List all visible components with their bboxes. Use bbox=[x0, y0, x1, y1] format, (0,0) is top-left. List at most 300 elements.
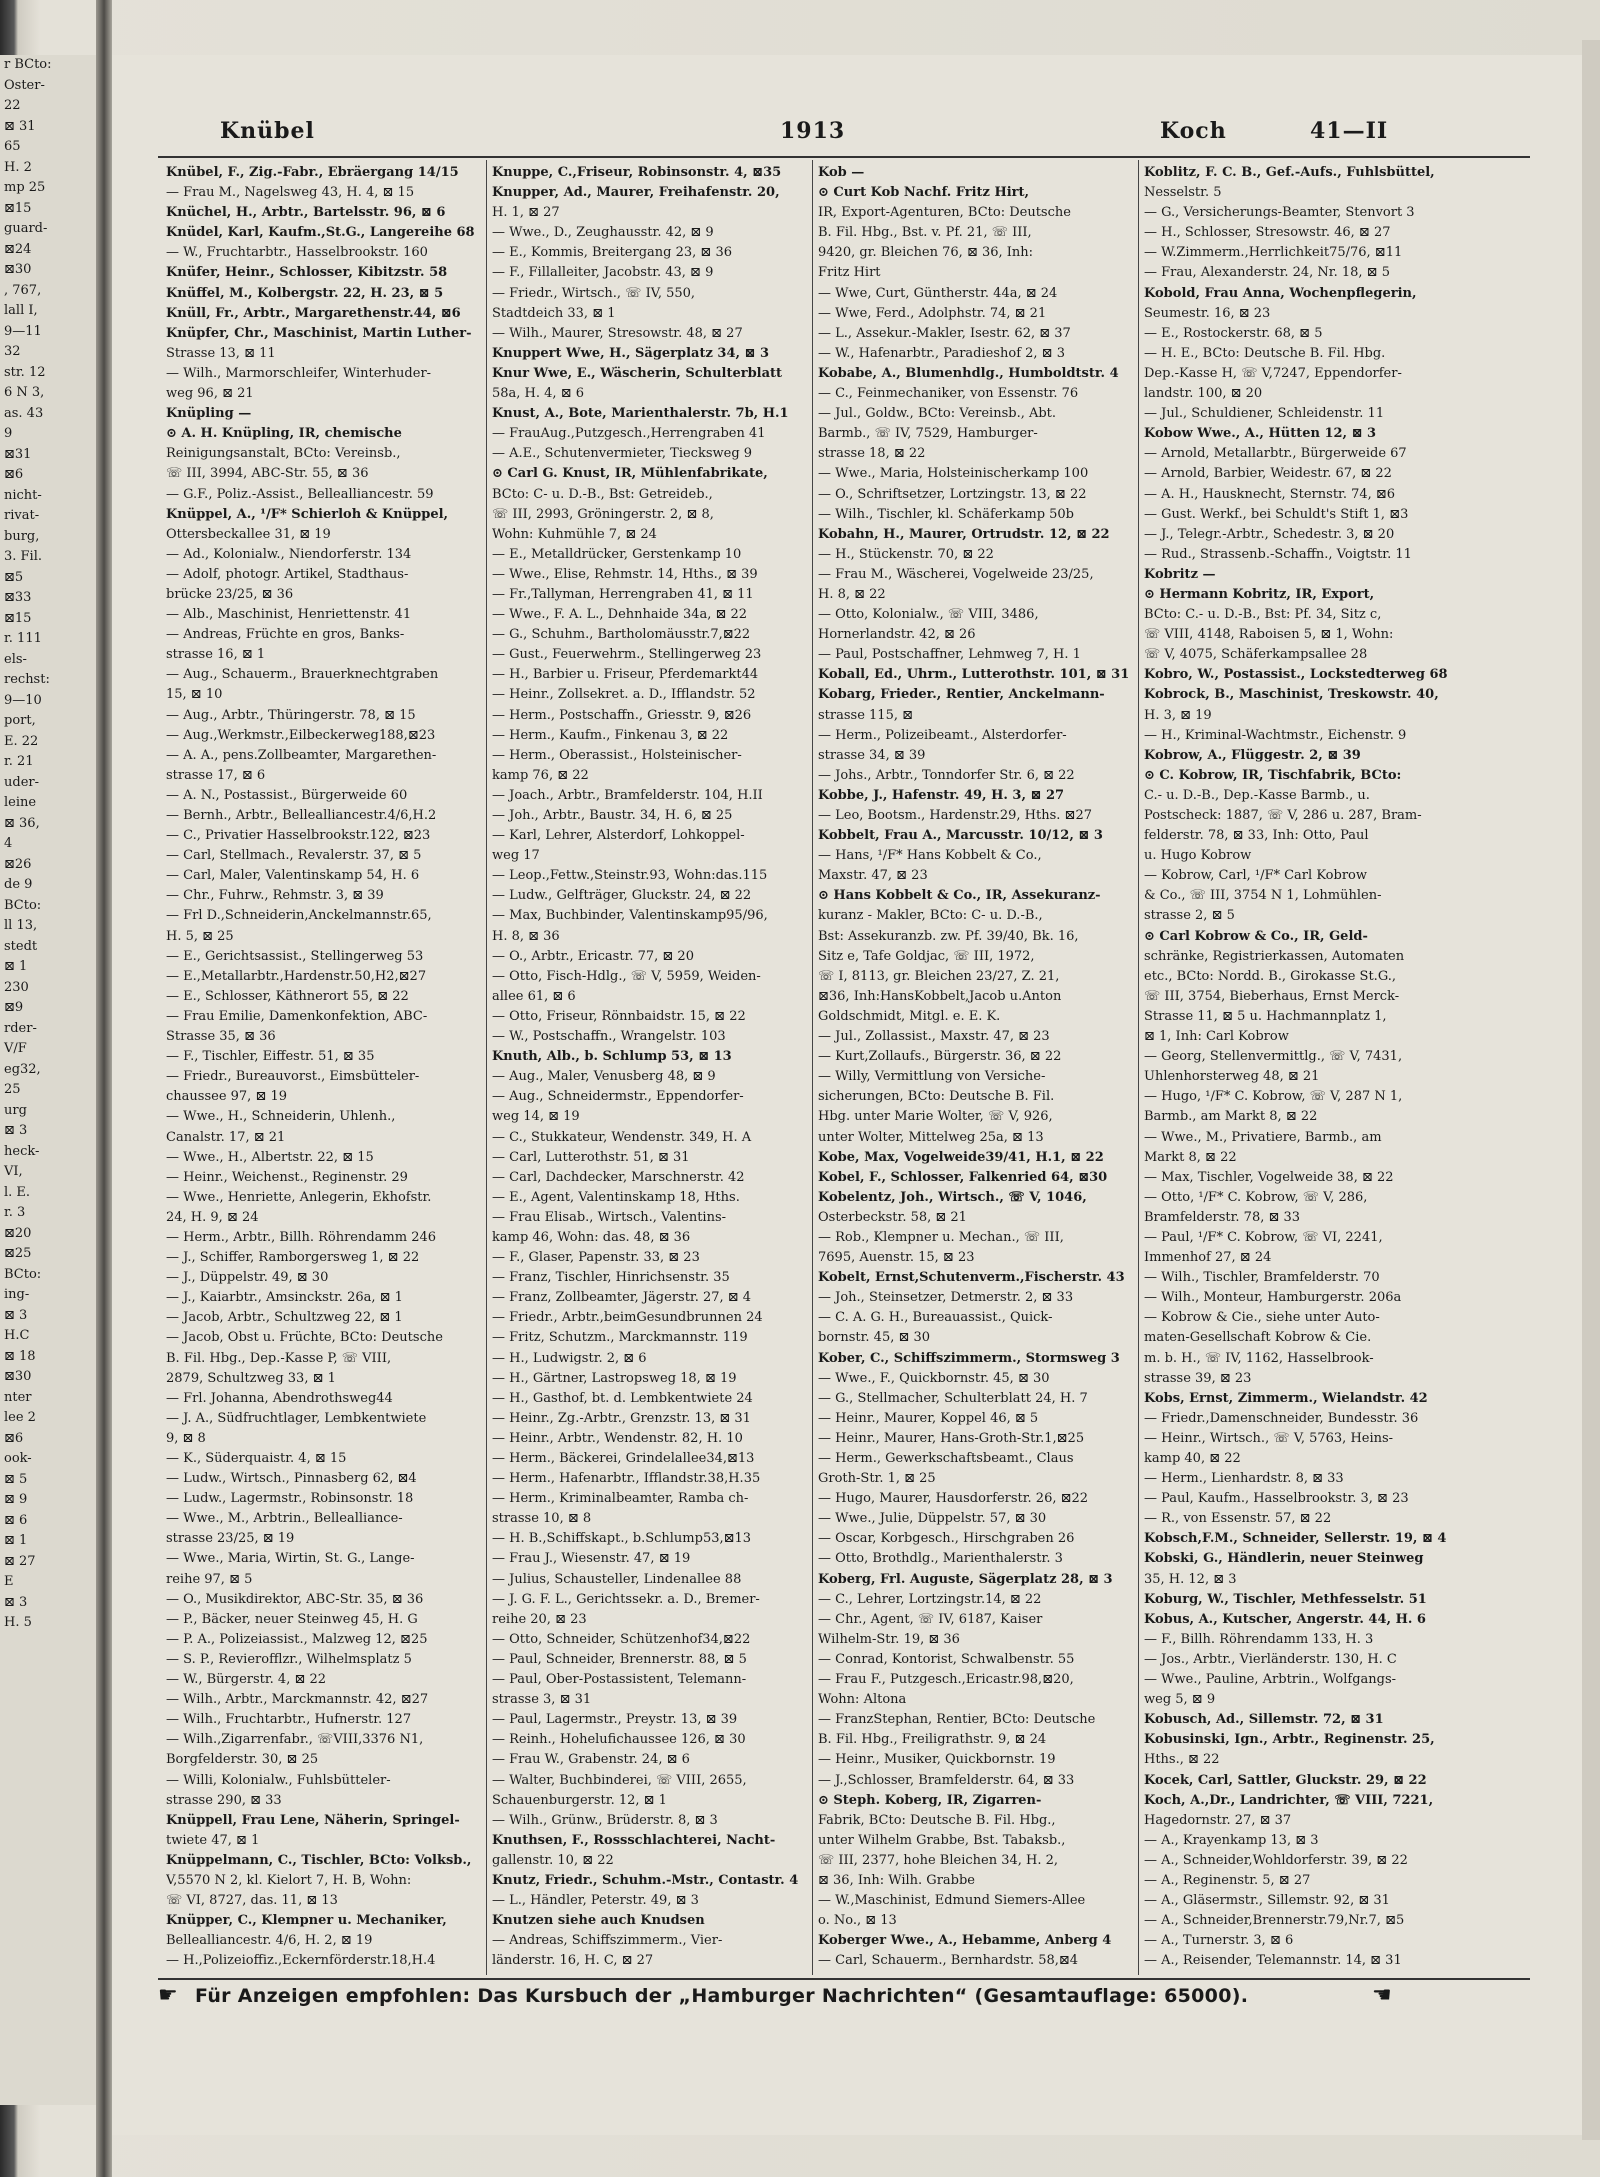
directory-entry: — Aug., Arbtr., Thüringerstr. 78, ⊠ 15 bbox=[166, 707, 416, 723]
directory-entry: — Jacob, Obst u. Früchte, BCto: Deutsche bbox=[166, 1330, 443, 1346]
directory-entry: — Wwe., H., Schneiderin, Uhlenh., bbox=[166, 1109, 396, 1125]
directory-entry: Seumestr. 16, ⊠ 23 bbox=[1144, 305, 1271, 321]
directory-entry: 15, ⊠ 10 bbox=[166, 687, 223, 703]
directory-entry: — Wilh.,Zigarrenfabr., ☏VIII,3376 N1, bbox=[166, 1732, 424, 1748]
directory-entry: Knuthsen, F., Rossschlachterei, Nacht- bbox=[492, 1832, 776, 1848]
left-page-fragment: ⊠26 bbox=[4, 856, 32, 872]
directory-entry: — H., Kriminal-Wachtmstr., Eichenstr. 9 bbox=[1144, 727, 1407, 743]
directory-entry: — Otto, Fisch-Hdlg., ☏ V, 5959, Weiden- bbox=[492, 968, 761, 984]
directory-entry: Knüpling — bbox=[166, 406, 252, 422]
left-page-fragment: rechst: bbox=[4, 672, 50, 687]
directory-entry: — Frau W., Grabenstr. 24, ⊠ 6 bbox=[492, 1752, 690, 1768]
left-page-fragment: ⊠33 bbox=[4, 590, 32, 605]
directory-entry: — W.Zimmerm.,Herrlichkeit75/76, ⊠11 bbox=[1144, 245, 1403, 261]
directory-entry: — Fritz, Schutzm., Marckmannstr. 119 bbox=[492, 1330, 748, 1346]
directory-entry: — Wilh., Tischler, Bramfelderstr. 70 bbox=[1144, 1270, 1380, 1286]
left-page-fragment: guard- bbox=[4, 221, 48, 236]
directory-entry: ⊙ C. Kobrow, IR, Tischfabrik, BCto: bbox=[1144, 767, 1402, 783]
directory-entry: ⊙ Carl G. Knust, IR, Mühlenfabrikate, bbox=[492, 466, 768, 482]
directory-entry: Uhlenhorsterweg 48, ⊠ 21 bbox=[1144, 1069, 1320, 1085]
directory-entry: Kobro, W., Postassist., Lockstedterweg 68 bbox=[1144, 667, 1448, 683]
directory-entry: twiete 47, ⊠ 1 bbox=[166, 1832, 260, 1848]
directory-entry: ⊠ 36, Inh: Wilh. Grabbe bbox=[818, 1872, 975, 1888]
directory-entry: — Hugo, Maurer, Hausdorferstr. 26, ⊠22 bbox=[818, 1491, 1089, 1507]
directory-entry: — Wilh., Tischler, kl. Schäferkamp 50b bbox=[818, 506, 1075, 522]
left-page-fragment: ing- bbox=[4, 1287, 30, 1302]
directory-entry: Knüpfer, Chr., Maschinist, Martin Luther- bbox=[166, 325, 472, 341]
directory-entry: — Wwe., Pauline, Arbtrin., Wolfgangs- bbox=[1144, 1672, 1397, 1688]
directory-entry: landstr. 100, ⊠ 20 bbox=[1144, 386, 1263, 402]
directory-entry: H. 1, ⊠ 27 bbox=[492, 205, 560, 221]
directory-entry: — Leo, Bootsm., Hardenstr.29, Hths. ⊠27 bbox=[818, 808, 1092, 823]
directory-entry: — Wilh., Grünw., Brüderstr. 8, ⊠ 3 bbox=[492, 1812, 718, 1828]
directory-entry: — Wilh., Fruchtarbtr., Hufnerstr. 127 bbox=[166, 1712, 412, 1728]
left-page-fragment: ⊠24 bbox=[4, 241, 32, 257]
directory-entry: — Wilh., Arbtr., Marckmannstr. 42, ⊠27 bbox=[166, 1692, 429, 1708]
directory-column-3 bbox=[818, 163, 1134, 1973]
directory-entry: — Ludw., Gelfträger, Gluckstr. 24, ⊠ 22 bbox=[492, 888, 752, 904]
directory-entry: — Chr., Agent, ☏ IV, 6187, Kaiser bbox=[818, 1611, 1043, 1627]
directory-entry: — G.F., Poliz.-Assist., Bellealliancestr. 59 bbox=[166, 486, 434, 502]
directory-entry: — H., Ludwigstr. 2, ⊠ 6 bbox=[492, 1350, 647, 1366]
directory-entry: Kobelt, Ernst,Schutenverm.,Fischerstr. 43 bbox=[818, 1270, 1125, 1286]
directory-entry: — A., Turnerstr. 3, ⊠ 6 bbox=[1144, 1933, 1294, 1949]
directory-entry: — Herm., Lienhardstr. 8, ⊠ 33 bbox=[1144, 1471, 1344, 1487]
directory-entry: V,5570 N 2, kl. Kielort 7, H. B, Wohn: bbox=[166, 1872, 412, 1888]
directory-entry: — Herm., Bäckerei, Grindelallee34,⊠13 bbox=[492, 1451, 755, 1466]
directory-entry: bornstr. 45, ⊠ 30 bbox=[818, 1330, 931, 1346]
directory-entry: — Paul, Lagermstr., Preystr. 13, ⊠ 39 bbox=[492, 1712, 738, 1728]
directory-entry: — Gust., Feuerwehrm., Stellingerweg 23 bbox=[492, 647, 762, 663]
directory-entry: — Paul, Postschaffner, Lehmweg 7, H. 1 bbox=[818, 647, 1081, 663]
left-page-fragment: lee 2 bbox=[4, 1410, 36, 1425]
directory-entry: B. Fil. Hbg., Dep.-Kasse P, ☏ VIII, bbox=[166, 1350, 392, 1366]
directory-entry: — Johs., Arbtr., Tonndorfer Str. 6, ⊠ 22 bbox=[818, 767, 1075, 783]
directory-entry: — A., Reginenstr. 5, ⊠ 27 bbox=[1144, 1872, 1311, 1888]
left-page-fragment: 6 N 3, bbox=[4, 385, 45, 400]
left-page-fragment: Oster- bbox=[4, 77, 45, 93]
directory-entry: 9420, gr. Bleichen 76, ⊠ 36, Inh: bbox=[818, 245, 1034, 261]
directory-entry: Osterbeckstr. 58, ⊠ 21 bbox=[818, 1209, 967, 1225]
left-page-fragment: VI, bbox=[4, 1164, 23, 1179]
header-left-keyword: Knübel bbox=[220, 118, 315, 144]
directory-entry: — H., Gärtner, Lastropsweg 18, ⊠ 19 bbox=[492, 1370, 737, 1386]
directory-entry: Kobow Wwe., A., Hütten 12, ⊠ 3 bbox=[1144, 426, 1377, 442]
directory-entry: Barmb., ☏ IV, 7529, Hamburger- bbox=[818, 426, 1038, 442]
directory-entry: ☏ III, 3994, ABC-Str. 55, ⊠ 36 bbox=[166, 466, 369, 482]
directory-entry: — J. A., Südfruchtlager, Lembkentwiete bbox=[166, 1410, 427, 1426]
directory-entry: 7695, Auenstr. 15, ⊠ 23 bbox=[818, 1250, 975, 1266]
directory-entry bbox=[818, 1971, 1134, 1973]
left-page-fragment: de 9 bbox=[4, 877, 33, 892]
directory-entry: — W., Postschaffn., Wrangelstr. 103 bbox=[492, 1029, 726, 1045]
directory-entry: kamp 40, ⊠ 22 bbox=[1144, 1451, 1241, 1466]
directory-entry: B. Fil. Hbg., Freiligrathstr. 9, ⊠ 24 bbox=[818, 1732, 1047, 1748]
directory-entry: — Aug.,Werkmstr.,Eilbeckerweg188,⊠23 bbox=[166, 727, 436, 743]
directory-entry: Koberg, Frl. Auguste, Sägerplatz 28, ⊠ 3 bbox=[818, 1571, 1113, 1587]
directory-entry: — Carl, Dachdecker, Marschnerstr. 42 bbox=[492, 1169, 745, 1185]
directory-entry: Bramfelderstr. 78, ⊠ 33 bbox=[1144, 1209, 1301, 1225]
directory-entry: — Arnold, Barbier, Weidestr. 67, ⊠ 22 bbox=[1144, 466, 1392, 482]
left-page-fragment: ⊠ 6 bbox=[4, 1512, 28, 1528]
directory-entry: Hagedornstr. 27, ⊠ 37 bbox=[1144, 1812, 1292, 1828]
directory-entry: — H., Barbier u. Friseur, Pferdemarkt44 bbox=[492, 667, 759, 683]
directory-entry: m. b. H., ☏ IV, 1162, Hasselbrook- bbox=[1144, 1350, 1374, 1366]
directory-entry: ☏ III, 3754, Bieberhaus, Ernst Merck- bbox=[1144, 988, 1400, 1004]
directory-entry: — A. N., Postassist., Bürgerweide 60 bbox=[166, 787, 408, 803]
directory-entry: Kobusch, Ad., Sillemstr. 72, ⊠ 31 bbox=[1144, 1712, 1384, 1728]
directory-entry: — Walter, Buchbinderei, ☏ VIII, 2655, bbox=[492, 1772, 747, 1788]
left-page-fragment: ll 13, bbox=[4, 918, 38, 933]
directory-entry: — F., Billh. Röhrendamm 133, H. 3 bbox=[1144, 1631, 1374, 1647]
directory-entry: ⊠ 1, Inh: Carl Kobrow bbox=[1144, 1029, 1289, 1045]
directory-entry: strasse 3, ⊠ 31 bbox=[492, 1692, 592, 1708]
left-page-fragment: ⊠31 bbox=[4, 446, 32, 462]
directory-entry: Knuppe, C.,Friseur, Robinsonstr. 4, ⊠35 bbox=[492, 165, 782, 180]
directory-entry: — Friedr., Arbtr.,beimGesundbrunnen 24 bbox=[492, 1310, 763, 1326]
left-page-fragment: 65 bbox=[4, 139, 21, 154]
directory-entry: — G., Versicherungs-Beamter, Stenvort 3 bbox=[1144, 205, 1415, 221]
directory-entry: — O., Schriftsetzer, Lortzingstr. 13, ⊠ 22 bbox=[818, 486, 1087, 502]
directory-entry: ☏ VI, 8727, das. 11, ⊠ 13 bbox=[166, 1893, 338, 1909]
directory-entry: Hbg. unter Marie Wolter, ☏ V, 926, bbox=[818, 1109, 1053, 1125]
directory-entry: — Leop.,Fettw.,Steinstr.93, Wohn:das.115 bbox=[492, 868, 768, 884]
directory-entry: — J., Schiffer, Ramborgersweg 1, ⊠ 22 bbox=[166, 1250, 420, 1266]
page-header bbox=[160, 118, 1560, 158]
directory-entry: strasse 17, ⊠ 6 bbox=[166, 767, 266, 783]
directory-entry: Knur Wwe, E., Wäscherin, Schulterblatt bbox=[492, 365, 783, 381]
directory-entry: — Andreas, Schiffszimmerm., Vier- bbox=[492, 1933, 723, 1949]
directory-entry: H. 8, ⊠ 22 bbox=[818, 586, 886, 602]
directory-entry: Koberger Wwe., A., Hebamme, Anberg 4 bbox=[818, 1933, 1112, 1949]
left-page-fragment: ⊠ 9 bbox=[4, 1492, 28, 1507]
directory-entry: — Herm., Kriminalbeamter, Ramba ch- bbox=[492, 1491, 749, 1507]
directory-entry: — Hans, ¹/F* Hans Kobbelt & Co., bbox=[818, 848, 1042, 864]
directory-entry: kamp 76, ⊠ 22 bbox=[492, 767, 589, 783]
directory-entry: — FrauAug.,Putzgesch.,Herrengraben 41 bbox=[492, 426, 766, 442]
directory-entry: ⊙ Hermann Kobritz, IR, Export, bbox=[1144, 586, 1375, 602]
directory-entry: Canalstr. 17, ⊠ 21 bbox=[166, 1129, 286, 1145]
directory-entry: — Jul., Goldw., BCto: Vereinsb., Abt. bbox=[818, 406, 1057, 422]
directory-entry: Wohn: Altona bbox=[818, 1692, 907, 1708]
left-page-fragment: V/F bbox=[4, 1041, 27, 1056]
directory-entry: — Georg, Stellenvermittlg., ☏ V, 7431, bbox=[1144, 1049, 1403, 1065]
directory-entry: — Wwe., M., Arbtrin., Bellealliance- bbox=[166, 1511, 403, 1527]
left-page-edge bbox=[0, 55, 98, 2105]
directory-entry: allee 61, ⊠ 6 bbox=[492, 988, 576, 1004]
directory-entry: — Aug., Schauerm., Brauerknechtgraben bbox=[166, 667, 439, 683]
directory-entry: — E., Schlosser, Käthnerort 55, ⊠ 22 bbox=[166, 988, 409, 1004]
directory-entry: — Aug., Maler, Venusberg 48, ⊠ 9 bbox=[492, 1069, 716, 1085]
directory-entry: Nesselstr. 5 bbox=[1144, 185, 1222, 201]
left-page-fragment: 230 bbox=[4, 979, 29, 995]
left-page-fragment: leine bbox=[4, 795, 37, 810]
directory-entry: Borgfelderstr. 30, ⊠ 25 bbox=[166, 1752, 319, 1768]
left-page-fragment: ⊠ 36, bbox=[4, 815, 40, 831]
directory-entry: — A.E., Schutenvermieter, Tiecksweg 9 bbox=[492, 446, 753, 462]
left-page-fragment: ⊠30 bbox=[4, 1369, 32, 1384]
directory-entry: — Ludw., Lagermstr., Robinsonstr. 18 bbox=[166, 1491, 414, 1507]
directory-entry: Kobahn, H., Maurer, Ortrudstr. 12, ⊠ 22 bbox=[818, 526, 1110, 542]
header-year: 1913 bbox=[780, 118, 846, 144]
footer-advertisement: Für Anzeigen empfohlen: Das Kursbuch der „Hamburger Nachrichten“ (Gesamtauflage: 65000). bbox=[195, 1985, 1249, 2007]
directory-entry: Kobabe, A., Blumenhdlg., Humboldtstr. 4 bbox=[818, 365, 1119, 381]
directory-entry: — Carl, Schauerm., Bernhardstr. 58,⊠4 bbox=[818, 1953, 1079, 1969]
left-page-fragment: E. 22 bbox=[4, 733, 39, 749]
directory-entry: C.- u. D.-B., Dep.-Kasse Barmb., u. bbox=[1144, 787, 1370, 803]
directory-entry: — Franz, Tischler, Hinrichsenstr. 35 bbox=[492, 1270, 730, 1286]
directory-entry: — Heinr., Maurer, Hans-Groth-Str.1,⊠25 bbox=[818, 1430, 1085, 1446]
left-page-fragment: E bbox=[4, 1574, 14, 1589]
directory-entry: — F., Fillalleiter, Jacobstr. 43, ⊠ 9 bbox=[492, 265, 714, 281]
directory-entry: — W., Fruchtarbtr., Hasselbrookstr. 160 bbox=[166, 245, 428, 261]
directory-entry: Knutzen siehe auch Knudsen bbox=[492, 1913, 705, 1929]
directory-entry: — Max, Buchbinder, Valentinskamp95/96, bbox=[492, 908, 768, 924]
directory-entry: Wilhelm-Str. 19, ⊠ 36 bbox=[818, 1631, 960, 1647]
directory-entry: — Ludw., Wirtsch., Pinnasberg 62, ⊠4 bbox=[166, 1471, 417, 1487]
directory-entry: Bst: Assekuranzb. zw. Pf. 39/40, Bk. 16, bbox=[818, 928, 1079, 944]
directory-entry: — A., Krayenkamp 13, ⊠ 3 bbox=[1144, 1832, 1319, 1848]
directory-entry: — Ad., Kolonialw., Niendorferstr. 134 bbox=[166, 546, 412, 562]
directory-entry: Kobelentz, Joh., Wirtsch., ☏ V, 1046, bbox=[818, 1189, 1087, 1205]
directory-entry: — Carl, Maler, Valentinskamp 54, H. 6 bbox=[166, 868, 420, 884]
directory-entry: — E., Rostockerstr. 68, ⊠ 5 bbox=[1144, 325, 1323, 341]
directory-entry: felderstr. 78, ⊠ 33, Inh: Otto, Paul bbox=[1144, 828, 1369, 844]
directory-entry: — Wwe., M., Privatiere, Barmb., am bbox=[1144, 1129, 1382, 1145]
directory-entry: Kobold, Frau Anna, Wochenpflegerin, bbox=[1144, 285, 1417, 301]
directory-entry: — G., Stellmacher, Schulterblatt 24, H. 7 bbox=[818, 1390, 1088, 1406]
directory-entry: Kobsch,F.M., Schneider, Sellerstr. 19, ⊠ 4 bbox=[1144, 1531, 1447, 1547]
directory-entry: — Herm., Polizeibeamt., Alsterdorfer- bbox=[818, 727, 1067, 743]
directory-entry: brücke 23/25, ⊠ 36 bbox=[166, 586, 294, 602]
directory-entry: — Wilh., Maurer, Stresowstr. 48, ⊠ 27 bbox=[492, 325, 743, 341]
directory-entry: Kobs, Ernst, Zimmerm., Wielandstr. 42 bbox=[1144, 1390, 1428, 1406]
directory-entry: — Wwe., Maria, Holsteinischerkamp 100 bbox=[818, 466, 1089, 482]
left-page-fragment: 25 bbox=[4, 1082, 21, 1097]
directory-entry: BCto: C.- u. D.-B., Bst: Pf. 34, Sitz c, bbox=[1144, 607, 1382, 623]
directory-column-4 bbox=[1144, 163, 1462, 1973]
directory-entry: — Willy, Vermittlung von Versiche- bbox=[818, 1069, 1046, 1085]
directory-entry: — Wwe., Henriette, Anlegerin, Ekhofstr. bbox=[166, 1189, 432, 1205]
directory-entry: — Wwe., F. A. L., Dehnhaide 34a, ⊠ 22 bbox=[492, 607, 748, 623]
directory-entry: ⊠36, Inh:HansKobbelt,Jacob u.Anton bbox=[818, 988, 1062, 1004]
directory-entry: — Wwe., Julie, Düppelstr. 57, ⊠ 30 bbox=[818, 1511, 1047, 1527]
directory-entry: — Frau J., Wiesenstr. 47, ⊠ 19 bbox=[492, 1551, 691, 1567]
directory-entry: Kobrock, B., Maschinist, Treskowstr. 40, bbox=[1144, 687, 1439, 703]
left-page-fragment: ⊠ 18 bbox=[4, 1348, 36, 1364]
directory-entry: — Hugo, ¹/F* C. Kobrow, ☏ V, 287 N 1, bbox=[1144, 1089, 1403, 1105]
directory-entry: — Joh., Arbtr., Baustr. 34, H. 6, ⊠ 25 bbox=[492, 808, 733, 823]
directory-entry: — Otto, Kolonialw., ☏ VIII, 3486, bbox=[818, 607, 1039, 623]
directory-entry: — H. E., BCto: Deutsche B. Fil. Hbg. bbox=[1144, 345, 1386, 361]
directory-entry: — Julius, Schausteller, Lindenallee 88 bbox=[492, 1571, 742, 1587]
directory-entry: Goldschmidt, Mitgl. e. E. K. bbox=[818, 1008, 1001, 1024]
directory-entry: schränke, Registrierkassen, Automaten bbox=[1144, 948, 1405, 964]
directory-entry: ☏ VIII, 4148, Raboisen 5, ⊠ 1, Wohn: bbox=[1144, 627, 1394, 643]
directory-entry: — Otto, Brothdlg., Marienthalerstr. 3 bbox=[818, 1551, 1063, 1567]
directory-entry: Kobus, A., Kutscher, Angerstr. 44, H. 6 bbox=[1144, 1611, 1426, 1627]
directory-entry: strasse 39, ⊠ 23 bbox=[1144, 1370, 1252, 1386]
left-page-fragment: burg, bbox=[4, 528, 40, 544]
directory-entry: — Jul., Schuldiener, Schleidenstr. 11 bbox=[1144, 406, 1385, 422]
directory-entry: BCto: C- u. D.-B., Bst: Getreideb., bbox=[492, 486, 713, 502]
directory-entry: Knüpper, C., Klempner u. Mechaniker, bbox=[166, 1913, 447, 1929]
left-page-fragment: 22 bbox=[4, 98, 21, 113]
directory-entry: — J. G. F. L., Gerichtssekr. a. D., Bremer- bbox=[492, 1591, 760, 1607]
directory-entry: ⊙ A. H. Knüpling, IR, chemische bbox=[166, 426, 402, 442]
directory-entry: — Heinr., Zg.-Arbtr., Grenzstr. 13, ⊠ 31 bbox=[492, 1410, 751, 1426]
left-page-fragment: l. E. bbox=[4, 1184, 31, 1200]
directory-entry: maten-Gesellschaft Kobrow & Cie. bbox=[1144, 1330, 1372, 1346]
column-divider bbox=[1138, 160, 1139, 1975]
directory-entry: unter Wilhelm Grabbe, Bst. Tabaksb., bbox=[818, 1832, 1066, 1848]
left-page-fragment: ⊠15 bbox=[4, 610, 32, 626]
directory-entry: — Jos., Arbtr., Vierländerstr. 130, H. C bbox=[1144, 1651, 1397, 1667]
pointing-hand-left-icon: ☛ bbox=[158, 1983, 178, 2008]
directory-entry: Maxstr. 47, ⊠ 23 bbox=[818, 868, 928, 884]
directory-entry: — Heinr., Weichenst., Reginenstr. 29 bbox=[166, 1169, 408, 1185]
directory-entry: — O., Arbtr., Ericastr. 77, ⊠ 20 bbox=[492, 948, 694, 964]
directory-entry: Knübel, F., Zig.-Fabr., Ebräergang 14/15 bbox=[166, 165, 459, 180]
directory-entry: Kobusinski, Ign., Arbtr., Reginenstr. 25, bbox=[1144, 1732, 1435, 1748]
directory-entry: — E.,Metallarbtr.,Hardenstr.50,H2,⊠27 bbox=[166, 968, 427, 984]
directory-entry: — Franz, Zollbeamter, Jägerstr. 27, ⊠ 4 bbox=[492, 1290, 752, 1306]
directory-entry: Reinigungsanstalt, BCto: Vereinsb., bbox=[166, 446, 401, 462]
directory-entry: strasse 23/25, ⊠ 19 bbox=[166, 1531, 295, 1547]
directory-entry: — C., Feinmechaniker, von Essenstr. 76 bbox=[818, 386, 1079, 402]
directory-entry: — Wwe., F., Quickbornstr. 45, ⊠ 30 bbox=[818, 1370, 1050, 1386]
directory-entry: etc., BCto: Nordd. B., Girokasse St.G., bbox=[1144, 968, 1397, 984]
directory-entry: Hths., ⊠ 22 bbox=[1144, 1752, 1220, 1768]
directory-entry: Knutz, Friedr., Schuhm.-Mstr., Contastr. 4 bbox=[492, 1872, 799, 1888]
directory-entry: Immenhof 27, ⊠ 24 bbox=[1144, 1250, 1272, 1266]
directory-entry: — A., Reisender, Telemannstr. 14, ⊠ 31 bbox=[1144, 1953, 1402, 1969]
directory-entry: Koch, A.,Dr., Landrichter, ☏ VIII, 7221, bbox=[1144, 1792, 1434, 1808]
left-page-fragment: heck- bbox=[4, 1143, 40, 1159]
directory-entry: — Carl, Lutterothstr. 51, ⊠ 31 bbox=[492, 1149, 690, 1165]
directory-entry: reihe 20, ⊠ 23 bbox=[492, 1611, 587, 1627]
directory-entry bbox=[492, 1971, 808, 1973]
directory-entry: Markt 8, ⊠ 22 bbox=[1144, 1149, 1237, 1165]
left-page-fragment: eg32, bbox=[4, 1061, 41, 1077]
left-page-fragment: 9—11 bbox=[4, 323, 42, 339]
directory-entry: Kob — bbox=[818, 165, 865, 180]
left-page-fragment: ⊠ 1 bbox=[4, 959, 28, 974]
directory-entry: ☏ III, 2377, hohe Bleichen 34, H. 2, bbox=[818, 1852, 1059, 1868]
directory-entry: strasse 18, ⊠ 22 bbox=[818, 446, 926, 462]
directory-entry: o. No., ⊠ 13 bbox=[818, 1913, 897, 1929]
directory-entry: Schauenburgerstr. 12, ⊠ 1 bbox=[492, 1792, 667, 1808]
directory-entry: — Aug., Schneidermstr., Eppendorfer- bbox=[492, 1089, 744, 1105]
left-page-fragment: ⊠6 bbox=[4, 1430, 24, 1446]
header-rule bbox=[158, 156, 1530, 158]
directory-entry: Kobarg, Frieder., Rentier, Anckelmann- bbox=[818, 687, 1105, 703]
directory-entry: — Herm., Oberassist., Holsteinischer- bbox=[492, 747, 742, 763]
directory-entry: — Heinr., Zollsekret. a. D., Ifflandstr. 52 bbox=[492, 687, 756, 703]
left-page-fragment: ⊠25 bbox=[4, 1246, 32, 1261]
left-page-fragment: 32 bbox=[4, 344, 21, 359]
left-page-fragment: H. 2 bbox=[4, 159, 32, 175]
directory-entry: — Friedr., Bureauvorst., Eimsbütteler- bbox=[166, 1069, 420, 1085]
directory-entry: — Frau Elisab., Wirtsch., Valentins- bbox=[492, 1209, 727, 1225]
directory-entry: — Wwe, Curt, Güntherstr. 44a, ⊠ 24 bbox=[818, 285, 1058, 301]
directory-entry: — Joh., Steinsetzer, Detmerstr. 2, ⊠ 33 bbox=[818, 1290, 1074, 1306]
directory-entry: weg 96, ⊠ 21 bbox=[166, 386, 254, 402]
directory-entry: — Chr., Fuhrw., Rehmstr. 3, ⊠ 39 bbox=[166, 888, 384, 904]
directory-entry: — Arnold, Metallarbtr., Bürgerweide 67 bbox=[1144, 446, 1407, 462]
directory-entry: — J., Telegr.-Arbtr., Schedestr. 3, ⊠ 20 bbox=[1144, 526, 1395, 542]
directory-entry: — Heinr., Maurer, Koppel 46, ⊠ 5 bbox=[818, 1410, 1039, 1426]
left-page-fragment: r. 3 bbox=[4, 1205, 26, 1220]
directory-entry: Postscheck: 1887, ☏ V, 286 u. 287, Bram- bbox=[1144, 808, 1422, 823]
directory-entry: — E., Metalldrücker, Gerstenkamp 10 bbox=[492, 546, 742, 562]
directory-entry: — Friedr., Wirtsch., ☏ IV, 550, bbox=[492, 285, 696, 301]
directory-entry: Strasse 13, ⊠ 11 bbox=[166, 345, 276, 361]
directory-column-2 bbox=[492, 163, 808, 1973]
directory-entry: Knust, A., Bote, Marienthalerstr. 7b, H.1 bbox=[492, 406, 789, 422]
directory-entry: weg 17 bbox=[492, 848, 540, 864]
directory-entry: — Fr.,Tallyman, Herrengraben 41, ⊠ 11 bbox=[492, 586, 754, 602]
directory-entry: strasse 10, ⊠ 8 bbox=[492, 1511, 592, 1527]
left-page-fragment: uder- bbox=[4, 774, 39, 790]
directory-entry: — Reinh., Hohelufichaussee 126, ⊠ 30 bbox=[492, 1732, 746, 1748]
directory-entry: Strasse 35, ⊠ 36 bbox=[166, 1029, 276, 1045]
directory-entry: — C., Privatier Hasselbrookstr.122, ⊠23 bbox=[166, 828, 431, 844]
directory-entry: — A. A., pens.Zollbeamter, Margarethen- bbox=[166, 747, 437, 763]
directory-entry: — Frl. Johanna, Abendrothsweg44 bbox=[166, 1390, 393, 1406]
directory-entry: Kobbe, J., Hafenstr. 49, H. 3, ⊠ 27 bbox=[818, 787, 1065, 803]
directory-entry: Fabrik, BCto: Deutsche B. Fil. Hbg., bbox=[818, 1812, 1056, 1828]
directory-entry: 35, H. 12, ⊠ 3 bbox=[1144, 1571, 1237, 1587]
directory-entry: — Wilh., Marmorschleifer, Winterhuder- bbox=[166, 365, 432, 381]
directory-entry: strasse 16, ⊠ 1 bbox=[166, 647, 266, 663]
directory-entry: u. Hugo Kobrow bbox=[1144, 848, 1252, 864]
directory-entry: — E., Kommis, Breitergang 23, ⊠ 36 bbox=[492, 245, 732, 261]
left-page-fragment: r. 111 bbox=[4, 631, 42, 646]
left-page-fragment: ⊠ 3 bbox=[4, 1307, 28, 1323]
directory-entry: 58a, H. 4, ⊠ 6 bbox=[492, 386, 584, 402]
directory-entry: — P. A., Polizeiassist., Malzweg 12, ⊠25 bbox=[166, 1631, 428, 1647]
directory-entry: — F., Glaser, Papenstr. 33, ⊠ 23 bbox=[492, 1250, 700, 1266]
directory-entry: — A., Schneider,Wohldorferstr. 39, ⊠ 22 bbox=[1144, 1852, 1408, 1868]
directory-entry: — L., Händler, Peterstr. 49, ⊠ 3 bbox=[492, 1893, 699, 1909]
directory-entry: — Conrad, Kontorist, Schwalbenstr. 55 bbox=[818, 1651, 1075, 1667]
directory-entry: — Heinr., Arbtr., Wendenstr. 82, H. 10 bbox=[492, 1430, 743, 1446]
directory-entry: — W., Hafenarbtr., Paradieshof 2, ⊠ 3 bbox=[818, 345, 1065, 361]
book-gutter bbox=[96, 0, 112, 2177]
left-page-fragment: r BCto: bbox=[4, 57, 52, 72]
directory-entry bbox=[1144, 1971, 1462, 1973]
left-page-fragment: nicht- bbox=[4, 487, 42, 503]
left-page-fragment: H.C bbox=[4, 1328, 30, 1343]
directory-entry: — Rob., Klempner u. Mechan., ☏ III, bbox=[818, 1229, 1064, 1245]
directory-entry: chaussee 97, ⊠ 19 bbox=[166, 1089, 288, 1105]
left-page-fragment: urg bbox=[4, 1102, 27, 1118]
directory-entry: Strasse 11, ⊠ 5 u. Hachmannplatz 1, bbox=[1144, 1008, 1387, 1024]
directory-entry: — Bernh., Arbtr., Bellealliancestr.4/6,H.2 bbox=[166, 808, 437, 823]
directory-entry: — L., Assekur.-Makler, Isestr. 62, ⊠ 37 bbox=[818, 325, 1071, 341]
directory-entry: Ottersbeckallee 31, ⊠ 19 bbox=[166, 526, 331, 542]
left-page-fragment: rder- bbox=[4, 1020, 37, 1036]
directory-entry: — Frau, Alexanderstr. 24, Nr. 18, ⊠ 5 bbox=[1144, 265, 1390, 281]
directory-entry: unter Wolter, Mittelweg 25a, ⊠ 13 bbox=[818, 1129, 1044, 1145]
directory-entry: — F., Tischler, Eiffestr. 51, ⊠ 35 bbox=[166, 1049, 375, 1065]
directory-entry: — A., Gläsermstr., Sillemstr. 92, ⊠ 31 bbox=[1144, 1893, 1390, 1909]
directory-entry: kuranz - Makler, BCto: C- u. D.-B., bbox=[818, 908, 1043, 924]
left-page-fragment: 9 bbox=[4, 426, 13, 441]
directory-entry: Knüchel, H., Arbtr., Bartelsstr. 96, ⊠ 6 bbox=[166, 205, 446, 221]
directory-entry: ☏ III, 2993, Gröningerstr. 2, ⊠ 8, bbox=[492, 506, 714, 522]
